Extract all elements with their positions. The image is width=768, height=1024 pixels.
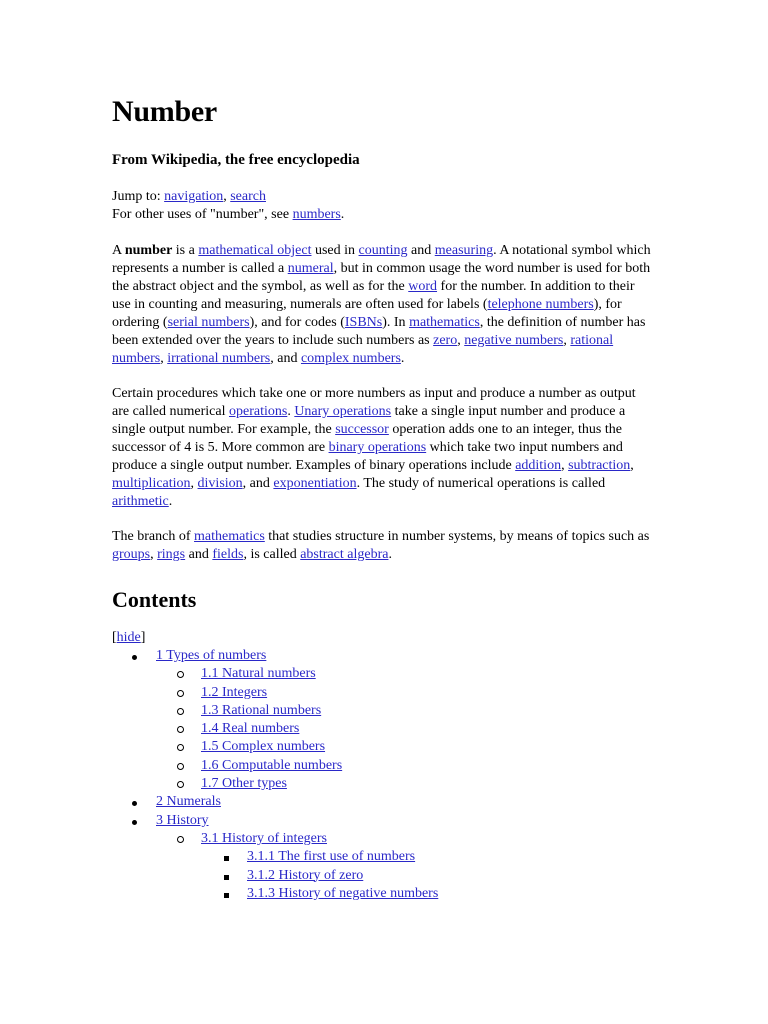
text: and (185, 547, 213, 562)
text: . (287, 404, 295, 419)
fields-link[interactable]: fields (212, 547, 244, 562)
square-bullet-icon (224, 848, 229, 866)
text: The branch of (112, 529, 195, 544)
text: , (457, 333, 465, 348)
jump-to-label: Jump to: (112, 189, 165, 204)
text: , (563, 333, 571, 348)
circle-bullet-icon (177, 665, 184, 683)
text: . (400, 351, 405, 366)
text: take a single input number and produce a single output number. For example, the (112, 404, 626, 437)
text: , (561, 458, 569, 473)
zero-link[interactable]: zero (433, 333, 458, 348)
circle-bullet-icon (177, 757, 184, 775)
toc-item (112, 647, 652, 665)
toc-link[interactable]: 3.1 History of integers (201, 830, 327, 846)
numbers-disambiguation-link[interactable]: numbers (292, 207, 341, 222)
operations-link[interactable]: operations (228, 404, 288, 419)
toc-item (112, 665, 652, 683)
article-content (112, 93, 652, 903)
circle-bullet-icon (177, 720, 184, 738)
intro-paragraph-3 (112, 528, 652, 564)
irrational-numbers-link[interactable]: irrational numbers (167, 351, 271, 366)
text: , (150, 547, 158, 562)
toc-item (112, 720, 652, 738)
toc-link[interactable]: 3 History (156, 812, 209, 828)
text: , (630, 458, 634, 473)
toc-item (112, 793, 652, 811)
site-subtitle: From Wikipedia, the free encyclopedia (112, 152, 360, 168)
mathematics-link[interactable]: mathematics (409, 315, 480, 330)
toc-item (112, 848, 652, 866)
text: for the number. In addition to their use in counting and measuring, numerals are often used for labels ( (112, 279, 635, 312)
toc-item (112, 830, 652, 848)
disc-bullet-icon (132, 812, 137, 830)
telephone-numbers-link[interactable]: telephone numbers (487, 297, 594, 312)
text: , but in common usage the word number is used for both the abstract object and the symbol, as well as for the (112, 261, 651, 294)
page-title: Number (112, 95, 217, 128)
mathematical-object-link[interactable]: mathematical object (198, 243, 312, 258)
text: , is called (243, 547, 301, 562)
toc-link[interactable]: 1.1 Natural numbers (201, 666, 316, 682)
text: used in (311, 243, 359, 258)
arithmetic-link[interactable]: arithmetic (112, 494, 169, 509)
disc-bullet-icon (132, 793, 137, 811)
square-bullet-icon (224, 867, 229, 885)
navigation-link[interactable]: navigation (164, 189, 224, 204)
toc-item (112, 885, 652, 903)
toc-item (112, 757, 652, 775)
rings-link[interactable]: rings (157, 547, 186, 562)
toc-link[interactable]: 3.1.3 History of negative numbers (247, 885, 439, 901)
toc-list (112, 647, 652, 903)
intro-paragraph-1 (112, 242, 652, 368)
text: , (160, 351, 168, 366)
text: ). In (382, 315, 410, 330)
toc-item (112, 867, 652, 885)
word-link[interactable]: word (408, 279, 438, 294)
successor-link[interactable]: successor (335, 422, 389, 437)
toc-item (112, 738, 652, 756)
toc-link[interactable]: 1.3 Rational numbers (201, 702, 322, 718)
negative-numbers-link[interactable]: negative numbers (464, 333, 564, 348)
complex-numbers-link[interactable]: complex numbers (300, 351, 401, 366)
text: . A notational symbol which represents a number is called a (112, 243, 651, 276)
toc-link[interactable]: 1.6 Computable numbers (201, 757, 343, 773)
jump-separator: , (223, 189, 231, 204)
bold-term: number (124, 243, 173, 258)
text: . The study of numerical operations is called (356, 476, 606, 491)
jump-to-line (112, 188, 652, 206)
rational-numbers-link[interactable]: rational numbers (112, 333, 614, 366)
serial-numbers-link[interactable]: serial numbers (167, 315, 250, 330)
toc-link[interactable]: 3.1.2 History of zero (247, 867, 364, 883)
toc-item (112, 684, 652, 702)
text: Certain procedures which take one or more numbers as input and produce a number as output are called numerical (112, 386, 636, 419)
text: ), for ordering ( (112, 297, 622, 330)
toc-toggle (112, 629, 652, 647)
multiplication-link[interactable]: multiplication (112, 476, 191, 491)
bracket-open: [ (112, 630, 117, 645)
toc-item (112, 775, 652, 793)
exponentiation-link[interactable]: exponentiation (273, 476, 357, 491)
other-uses-text: For other uses of "number", see (112, 207, 293, 222)
toc-link[interactable]: 1 Types of numbers (156, 648, 267, 663)
text: is a (172, 243, 199, 258)
intro-paragraph-2 (112, 385, 652, 511)
text: ), and for codes ( (249, 315, 345, 330)
isbns-link[interactable]: ISBNs (344, 315, 383, 330)
other-uses-end: . (340, 207, 345, 222)
toc-link[interactable]: 1.2 Integers (201, 684, 268, 700)
text: . (168, 494, 173, 509)
text: operation adds one to an integer, thus the successor of 4 is 5. More common are (112, 422, 622, 455)
toc-link[interactable]: 2 Numerals (156, 794, 221, 810)
text: which take two input numbers and produce a single output number. Examples of binary operations include (112, 440, 623, 473)
text: , and (242, 476, 274, 491)
circle-bullet-icon (177, 684, 184, 702)
toc-link[interactable]: 1.7 Other types (201, 776, 287, 792)
square-bullet-icon (224, 885, 229, 903)
disc-bullet-icon (132, 647, 137, 665)
division-link[interactable]: division (197, 476, 243, 491)
toc-hide-link[interactable]: hide (116, 630, 141, 645)
text: , (190, 476, 198, 491)
search-link[interactable]: search (230, 189, 266, 204)
circle-bullet-icon (177, 702, 184, 720)
bracket-close: ] (140, 630, 146, 645)
circle-bullet-icon (177, 830, 184, 848)
measuring-link[interactable]: measuring (434, 243, 494, 258)
circle-bullet-icon (177, 738, 184, 756)
counting-link[interactable]: counting (358, 243, 408, 258)
mathematics-link-2[interactable]: mathematics (194, 529, 265, 544)
groups-link[interactable]: groups (112, 547, 151, 562)
toc-title: Contents (112, 587, 197, 612)
binary-operations-link[interactable]: binary operations (328, 440, 427, 455)
abstract-algebra-link[interactable]: abstract algebra (300, 547, 389, 562)
text: and (407, 243, 435, 258)
subtraction-link[interactable]: subtraction (568, 458, 631, 473)
circle-bullet-icon (177, 775, 184, 793)
text: . (388, 547, 392, 562)
toc-link[interactable]: 1.4 Real numbers (201, 721, 300, 737)
text: , and (270, 351, 301, 366)
text: A (112, 243, 125, 258)
toc-item (112, 702, 652, 720)
unary-operations-link[interactable]: Unary operations (294, 404, 392, 419)
toc-link[interactable]: 1.5 Complex numbers (201, 739, 326, 755)
toc-item (112, 812, 652, 830)
text: , the definition of number has been extended over the years to include such numbers as (112, 315, 646, 348)
toc-link[interactable]: 3.1.1 The first use of numbers (247, 849, 416, 865)
numeral-link[interactable]: numeral (287, 261, 334, 276)
addition-link[interactable]: addition (515, 458, 562, 473)
other-uses-hatnote (112, 206, 652, 224)
text: that studies structure in number systems, by means of topics such as (264, 529, 650, 544)
